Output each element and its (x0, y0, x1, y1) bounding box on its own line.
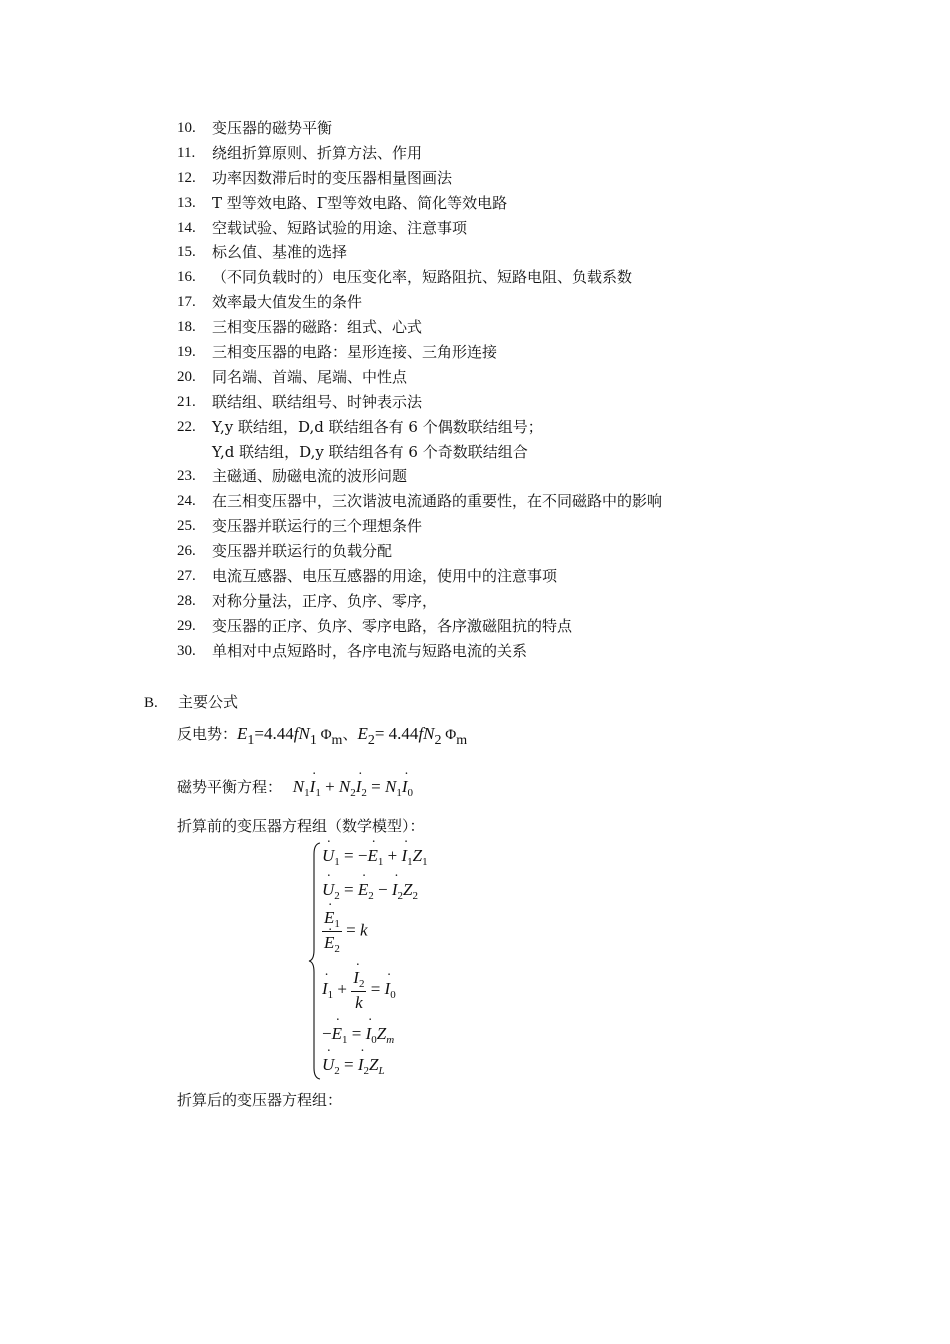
before-label: 折算前的变压器方程组（数学模型）： (177, 817, 425, 835)
list-item (177, 539, 797, 564)
mmf-label: 磁势平衡方程： (177, 778, 283, 796)
after-label: 折算后的变压器方程组： (177, 1091, 343, 1109)
list-item (177, 265, 797, 290)
item-text: （不同负载时的）电压变化率，短路阻抗、短路电阻、负载系数 (212, 268, 633, 287)
item-number: 18. (177, 319, 196, 336)
item-number: 29. (177, 617, 196, 634)
item-number: 16. (177, 269, 196, 286)
list-item-continuation (177, 440, 797, 465)
item-text: 标幺值、基准的选择 (212, 243, 348, 262)
section-letter: B. (144, 695, 158, 711)
list-item (177, 464, 797, 489)
item-number: 24. (177, 493, 196, 510)
list-item (177, 415, 797, 440)
list-item (177, 216, 797, 241)
item-text: 变压器并联运行的三个理想条件 (212, 517, 423, 536)
item-number: 17. (177, 294, 196, 311)
emf-separator: 、 (342, 725, 358, 743)
list-item (177, 489, 797, 514)
item-number: 27. (177, 568, 196, 585)
item-text: 单相对中点短路时，各序电流与短路电流的关系 (212, 641, 528, 660)
item-text: 三相变压器的磁路：组式、心式 (212, 318, 423, 337)
list-item (177, 614, 797, 639)
list-item (177, 564, 797, 589)
list-item (177, 340, 797, 365)
mmf-formula: 磁势平衡方程： $N_1˙$ $I_1$ + $N_2˙$ $I_2$ = $N_1˙$ $I_0$ (177, 775, 413, 801)
item-text: Y,d 联结组，D,y 联结组各有 6 个奇数联结组合 (212, 442, 528, 461)
list-item (177, 141, 797, 166)
topic-list (177, 116, 797, 664)
item-text: 三相变压器的电路：星形连接、三角形连接 (212, 343, 498, 362)
list-item (177, 290, 797, 315)
list-item (177, 639, 797, 664)
item-number: 15. (177, 244, 196, 261)
item-number: 20. (177, 368, 196, 385)
list-item (177, 589, 797, 614)
equation-u1: ˙ $U_1$ = −˙ $E_1$ + ˙ $I_1Z_1$ (322, 846, 428, 866)
equation-magnetizing: −˙ $E_1$ = ˙ $I_0Z_m$ (322, 1024, 394, 1044)
equation-ratio-k: ˙ $E_1$ ˙ $E_2$ = k (322, 908, 368, 955)
item-number: 28. (177, 592, 196, 609)
item-number: 14. (177, 219, 196, 236)
section-title: 主要公式 (178, 693, 239, 711)
item-text: 同名端、首端、尾端、中性点 (212, 367, 408, 386)
emf-e1: E (237, 724, 248, 743)
item-number: 30. (177, 642, 196, 659)
equation-u2: ˙ $U_2$ = ˙ $E_2$ − ˙ $I_2Z_2$ (322, 880, 418, 900)
item-number: 12. (177, 169, 196, 186)
list-item (177, 116, 797, 141)
list-item (177, 191, 797, 216)
item-text: 绕组折算原则、折算方法、作用 (212, 143, 423, 162)
item-text: 功率因数滞后时的变压器相量图画法 (212, 168, 453, 187)
section-heading (144, 690, 238, 715)
item-text: 效率最大值发生的条件 (212, 293, 363, 312)
item-text: 在三相变压器中，三次谐波电流通路的重要性，在不同磁路中的影响 (212, 492, 663, 511)
list-item (177, 365, 797, 390)
item-number: 26. (177, 543, 196, 560)
list-item (177, 240, 797, 265)
list-item (177, 514, 797, 539)
item-number: 13. (177, 194, 196, 211)
equation-current: ˙ $I_1$ + ˙ $\frac{I_2}{k}$ = ˙ $I_0$ (322, 968, 396, 1013)
item-number: 11. (177, 144, 196, 161)
emf-label: 反电势： (177, 725, 238, 743)
item-text: 联结组、联结组号、时钟表示法 (212, 392, 423, 411)
item-text: 变压器的磁势平衡 (212, 119, 333, 137)
item-number: 19. (177, 344, 196, 361)
item-text: 主磁通、励磁电流的波形问题 (212, 467, 408, 486)
item-text: 对称分量法，正序、负序、零序， (212, 591, 438, 610)
item-number: 23. (177, 468, 196, 485)
item-number: 22. (177, 418, 196, 435)
item-text: 电流互感器、电压互感器的用途，使用中的注意事项 (212, 567, 558, 586)
item-text: 变压器并联运行的负载分配 (212, 542, 393, 561)
item-text: Y,y 联结组，D,d 联结组各有 6 个偶数联结组号； (212, 417, 543, 436)
list-item (177, 390, 797, 415)
item-text: 变压器的正序、负序、零序电路，各序激磁阻抗的特点 (212, 616, 573, 635)
item-text: T 型等效电路、Γ型等效电路、简化等效电路 (212, 193, 508, 212)
item-number: 10. (177, 120, 196, 136)
left-brace (308, 842, 322, 1080)
list-item (177, 166, 797, 191)
item-text: 空载试验、短路试验的用途、注意事项 (212, 218, 468, 237)
item-number: 21. (177, 393, 196, 410)
list-item (177, 315, 797, 340)
equation-load: ˙ $U_2$ = ˙ $I_2Z_L$ (322, 1055, 385, 1075)
item-number: 25. (177, 518, 196, 535)
emf-formula: 反电势：E1=4.44fN1 Φm、E2= 4.44fN2 Φm (177, 724, 468, 748)
